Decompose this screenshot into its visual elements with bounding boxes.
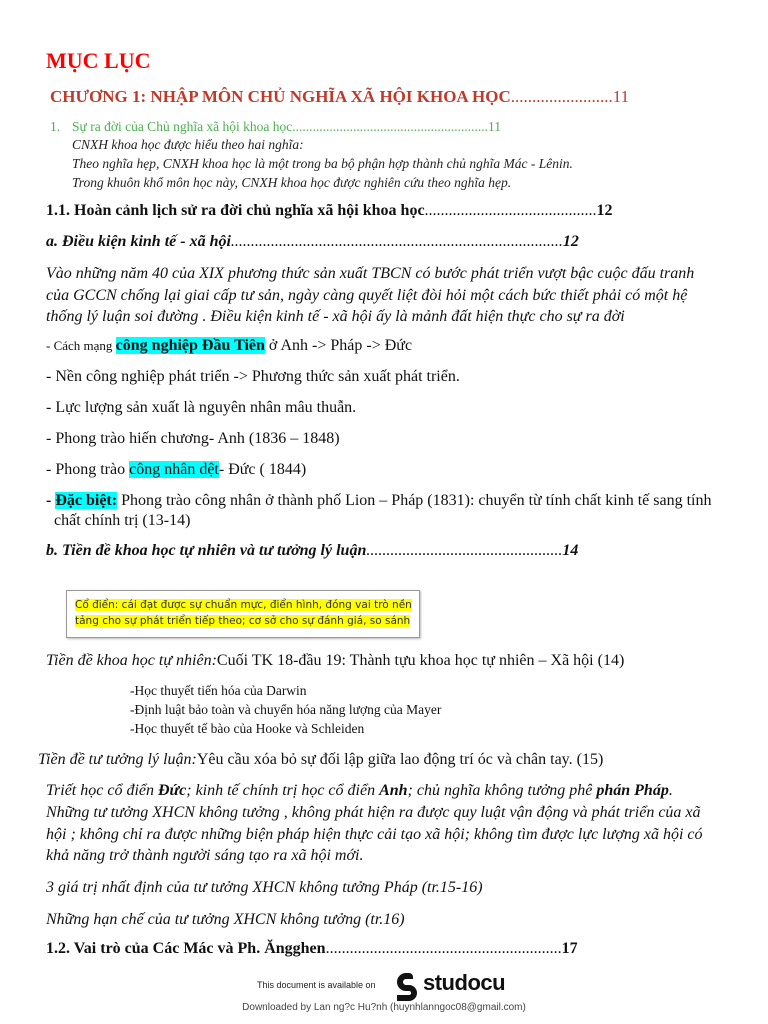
text-run-bold: phán Pháp [596,782,669,799]
bullet-item [46,337,412,355]
nat-science-text: Cuối TK 18-đầu 19: Thành tựu khoa học tự nhiên – Xã hội (14) [216,652,625,669]
bullet-suffix: - Đức ( 1844) [218,461,307,478]
ideology-line [38,751,603,769]
paragraph-line: thống lý luận soi đường . Điều kiện kinh tế - xã hội ấy là mảnh đất hiện thực cho sự ra đời [46,308,625,325]
paragraph-line: Vào những năm 40 của XIX phương thức sản xuất TBCN có bước phát triển vượt bậc cuộc đấu tranh [46,265,695,282]
highlighted-text: công nhân dệt [129,461,219,478]
theory-item: -Học thuyết tiến hóa của Darwin [130,683,307,698]
values-line: 3 giá trị nhất định của tư tưởng XHCN không tưởng Pháp (tr.15-16) [46,879,483,896]
downloaded-by-text: Downloaded by Lan ng?c Hu?nh (huynhlanngoc08@gmail.com) [242,1002,526,1013]
highlighted-text: công nghiệp Đầu Tiên [115,337,265,354]
text-run: . [668,782,673,799]
page-number: 14 [562,542,579,559]
bullet-item: - Lực lượng sản xuất là nguyên nhân mâu thuẫn. [46,399,357,416]
nat-science-label: Tiền đề khoa học tự nhiên: [46,652,217,669]
bullet-suffix: ở Anh -> Pháp -> Đức [264,337,413,354]
page-number: 11 [612,87,630,106]
toc-leader-dots: ................................................................................... [230,233,563,250]
paragraph-line: của GCCN chống lại giai cấp tư sản, ngày càng quyết liệt đòi hỏi một cách bức thiết phải có một hệ [46,287,688,304]
paragraph-line: khả năng trở thành người sáng tạo ra xã hội mới. [46,847,364,864]
theory-item: -Học thuyết tế bào của Hooke và Schleiden [130,721,365,736]
bullet-item [46,461,306,479]
text-run-bold: Anh [379,782,408,799]
studocu-brand-link[interactable]: studocu [423,970,506,995]
chapter-title: CHƯƠNG 1: NHẬP MÔN CHỦ NGHĨA XÃ HỘI KHOA HỌC [50,87,511,106]
page-number: 12 [562,233,579,250]
bullet-text: Phong trào công nhân ở thành phố Lion – Pháp (1831): chuyển từ tính chất kinh tế sang tính [117,492,712,509]
paragraph-line: hội ; không chỉ ra được những biện pháp hiện thực cải tạo xã hội; không tìm được lực lượng xã hội có [46,826,703,843]
toc-leader-dots: .......................................................... [292,119,489,134]
text-run: ; kinh tế chính trị học cổ điển [186,782,380,799]
definition-text: Cổ điển: cái đạt được sự chuẩn mực, điển hình, đóng vai trò nền tảng cho sự phát triển tiếp theo; cơ sở cho sự đánh giá, so sánh [75,599,412,627]
paragraph-line [46,780,673,801]
text-run: ; chủ nghĩa không tưởng phê [407,782,597,799]
heading-text: 1.1. Hoàn cảnh lịch sử ra đời chủ nghĩa xã hội khoa học [46,202,425,219]
page-title: MỤC LỤC [46,48,151,73]
note-line: Theo nghĩa hẹp, CNXH khoa học là một trong ba bộ phận hợp thành chủ nghĩa Mác - Lênin. [72,156,573,171]
toc-heading-1-1[interactable] [46,202,613,220]
toc-leader-dots: ........................................................... [325,940,562,957]
toc-chapter-1[interactable] [50,87,629,107]
theory-item: -Định luật bảo toàn và chuyển hóa năng lượng của Mayer [130,702,442,717]
footer-available-text: This document is available on [257,980,376,990]
list-index: 1. [50,119,61,134]
heading-text: b. Tiền đề khoa học tự nhiên và tư tưởng lý luận [46,542,367,559]
heading-text: a. Điều kiện kinh tế - xã hội [46,233,231,250]
paragraph-line: Những tư tưởng XHCN không tưởng , không phát hiện ra được quy luật vận động và phát triển của xã [46,804,701,821]
bullet-item: - Nền công nghiệp phát triển -> Phương thức sản xuất phát triển. [46,368,460,385]
definition-box [66,590,420,638]
toc-leader-dots: ........................ [510,87,613,106]
page-number: 17 [561,940,578,957]
heading-text: 1.2. Vai trò của Các Mác và Ph. Ăngghen [46,940,326,957]
bullet-prefix: - Phong trào [46,461,130,478]
section-title: Sự ra đời của Chủ nghĩa xã hội khoa học [72,119,293,134]
bullet-item: - Phong trào hiến chương- Anh (1836 – 1848) [46,430,340,447]
note-line: CNXH khoa học được hiểu theo hai nghĩa: [72,137,304,152]
page-number: 11 [488,119,502,134]
toc-leader-dots: ........................................... [424,202,597,219]
bullet-prefix: - Cách mạng [46,338,116,353]
toc-section-1[interactable] [50,119,501,135]
text-run-bold: Đức [157,782,187,799]
limits-line: Những hạn chế của tư tưởng XHCN không tưởng (tr.16) [46,911,405,928]
ideology-label: Tiền đề tư tưởng lý luận: [38,751,197,768]
studocu-logo-icon[interactable] [393,969,417,1001]
ideology-text: Yêu cầu xóa bỏ sự đối lập giữa lao động trí óc và chân tay. (15) [196,751,604,768]
bullet-prefix: - [46,492,56,509]
note-line: Trong khuôn khổ môn học này, CNXH khoa học được nghiên cứu theo nghĩa hẹp. [72,175,512,190]
highlighted-text: Đặc biệt: [55,492,118,509]
toc-leader-dots: ................................................. [366,542,563,559]
bullet-item [46,492,711,510]
bullet-continuation: chất chính trị (13-14) [54,512,191,529]
nat-science-line [46,652,624,670]
text-run: Triết học cổ điển [46,782,158,799]
toc-heading-a[interactable] [46,233,579,251]
toc-heading-b[interactable] [46,542,578,560]
page-number: 12 [596,202,613,219]
toc-heading-1-2[interactable] [46,940,578,958]
